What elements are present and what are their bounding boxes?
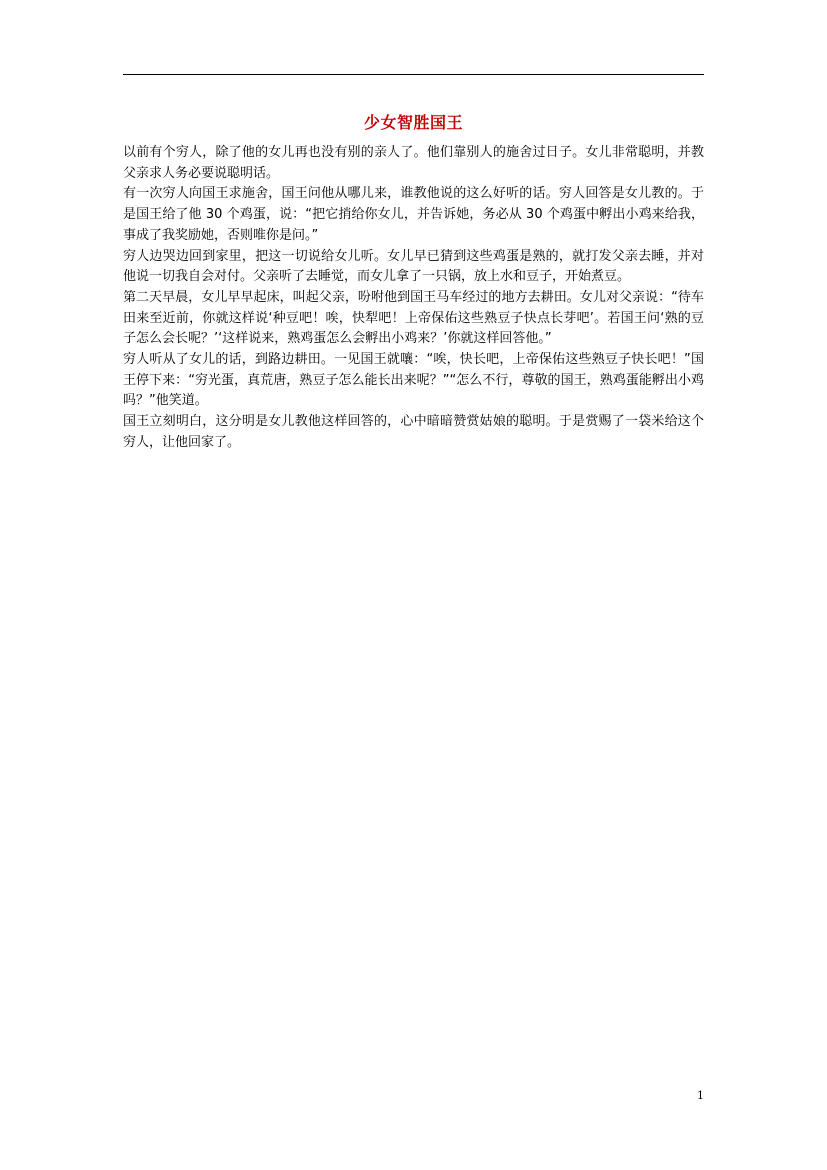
document-body	[123, 143, 704, 454]
document-title: 少女智胜国王	[363, 113, 463, 132]
paragraph: 以前有个穷人，除了他的女儿再也没有别的亲人了。他们靠别人的施舍过日子。女儿非常聪明，并教父亲求人务必要说聪明话。	[123, 145, 704, 181]
paragraph: 国王立刻明白，这分明是女儿教他这样回答的，心中暗暗赞赏姑娘的聪明。于是赏赐了一袋米给这个穷人，让他回家了。	[123, 414, 704, 450]
header-rule	[123, 74, 704, 75]
page-number: 1	[697, 1089, 704, 1102]
paragraph: 穷人听从了女儿的话，到路边耕田。一见国王就嚷：“唉，快长吧，上帝保佑这些熟豆子快长吧！”国王停下来：“穷光蛋，真荒唐，熟豆子怎么能长出来呢？”“怎么不行，尊敬的国王，熟鸡蛋能孵出小鸡吗？”他笑道。	[123, 352, 704, 409]
paragraph: 穷人边哭边回到家里，把这一切说给女儿听。女儿早已猜到这些鸡蛋是熟的，就打发父亲去睡，并对他说一切我自会对付。父亲听了去睡觉，而女儿拿了一只锅，放上水和豆子，开始煮豆。	[123, 248, 704, 285]
paragraph: 第二天早晨，女儿早早起床，叫起父亲，吩咐他到国王马车经过的地方去耕田。女儿对父亲说：“待车田来至近前，你就这样说‘种豆吧！唉，快犁吧！上帝保佑这些熟豆子快点长芽吧’。若国王问‘熟的豆子怎么会长呢？’‘这样说来，熟鸡蛋怎么会孵出小鸡来？’你就这样回答他。”	[123, 289, 704, 347]
paragraph: 有一次穷人向国王求施舍，国王问他从哪儿来，谁教他说的这么好听的话。穷人回答是女儿教的。于是国王给了他 30 个鸡蛋，说：“把它捎给你女儿，并告诉她，务必从 30 个鸡蛋中孵出小鸡来给我，事成了我奖励她，否则唯你是问。”	[123, 186, 704, 243]
